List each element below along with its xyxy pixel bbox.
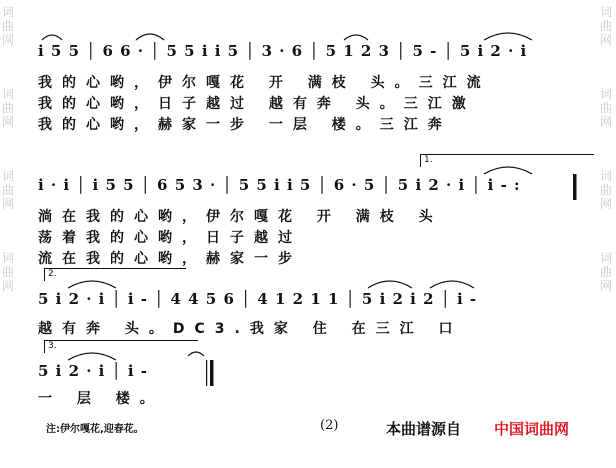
volta-2-bracket: 2. bbox=[44, 268, 186, 281]
lyric-line-1-verse-3: 我的心哟，赫家一步 一层 楼。三江奔 bbox=[38, 117, 452, 133]
lyric-line-2-verse-3: 流在我的心哟，赫家一步 bbox=[38, 251, 302, 267]
slur-mark bbox=[368, 281, 412, 288]
lyric-line-4: 一 层 楼。 bbox=[38, 391, 164, 407]
slur-mark bbox=[68, 353, 116, 360]
lyric-line-1-verse-2: 我的心哟，日子越过 越有奔 头。三江激 bbox=[38, 96, 476, 112]
footnote: 注:伊尔嘎花,迎春花。 bbox=[46, 424, 144, 435]
volta-3-bracket: 3. bbox=[44, 340, 198, 353]
score bbox=[38, 0, 610, 420]
lyric-line-2-verse-2: 荡着我的心哟，日子越过 bbox=[38, 230, 302, 246]
repeat-barline bbox=[573, 174, 577, 200]
slur-mark bbox=[136, 34, 164, 40]
notation-line-2: i · i │ i 5 5 │ 6 5 3 · │ 5 5 i i 5 │ 6 · 5 │ 5 i 2 · i │ i - : bbox=[38, 176, 521, 194]
source-site-link[interactable]: 中国词曲网 bbox=[494, 420, 570, 438]
watermark-right: 词 曲 网 词 曲 网 词 曲 网 词 曲 网 bbox=[600, 5, 613, 293]
slur-mark bbox=[42, 35, 62, 40]
page-number: (2) bbox=[320, 418, 339, 433]
notation-line-3: 5 i 2 · i │ i - │ 4 4 5 6 │ 4 1 2 1 1 │ 5 i 2 i 2 │ i - bbox=[38, 290, 478, 308]
volta-1-bracket: 1. bbox=[420, 154, 594, 167]
final-barline-thick bbox=[210, 360, 214, 386]
watermark-left: 词 曲 网 词 曲 网 词 曲 网 词 曲 网 bbox=[2, 5, 15, 293]
final-barline-thin bbox=[206, 360, 207, 386]
lyric-line-3: 越有奔 头。DC3.我家 住 在三江 口 bbox=[38, 321, 463, 337]
fermata-mark bbox=[188, 352, 204, 356]
lyric-line-2-verse-1: 淌在我的心哟，伊尔嘎花 开 满枝 头 bbox=[38, 209, 443, 225]
notation-line-4: 5 i 2 · i │ i - bbox=[38, 362, 149, 380]
slur-mark bbox=[484, 167, 532, 174]
source-label: 本曲谱源自 bbox=[386, 420, 462, 438]
score-marks bbox=[38, 0, 610, 420]
slur-mark bbox=[484, 33, 532, 40]
slur-mark bbox=[344, 35, 368, 40]
lyric-line-1-verse-1: 我的心哟，伊尔嘎花 开 满枝 头。三江流 bbox=[38, 75, 491, 91]
notation-line-1: i 5 5 │ 6 6 · │ 5 5 i i 5 │ 3 · 6 │ 5 1 2 3 │ 5 - │ 5 i 2 · i bbox=[38, 42, 528, 60]
slur-mark bbox=[68, 281, 116, 288]
slur-mark bbox=[430, 281, 474, 288]
